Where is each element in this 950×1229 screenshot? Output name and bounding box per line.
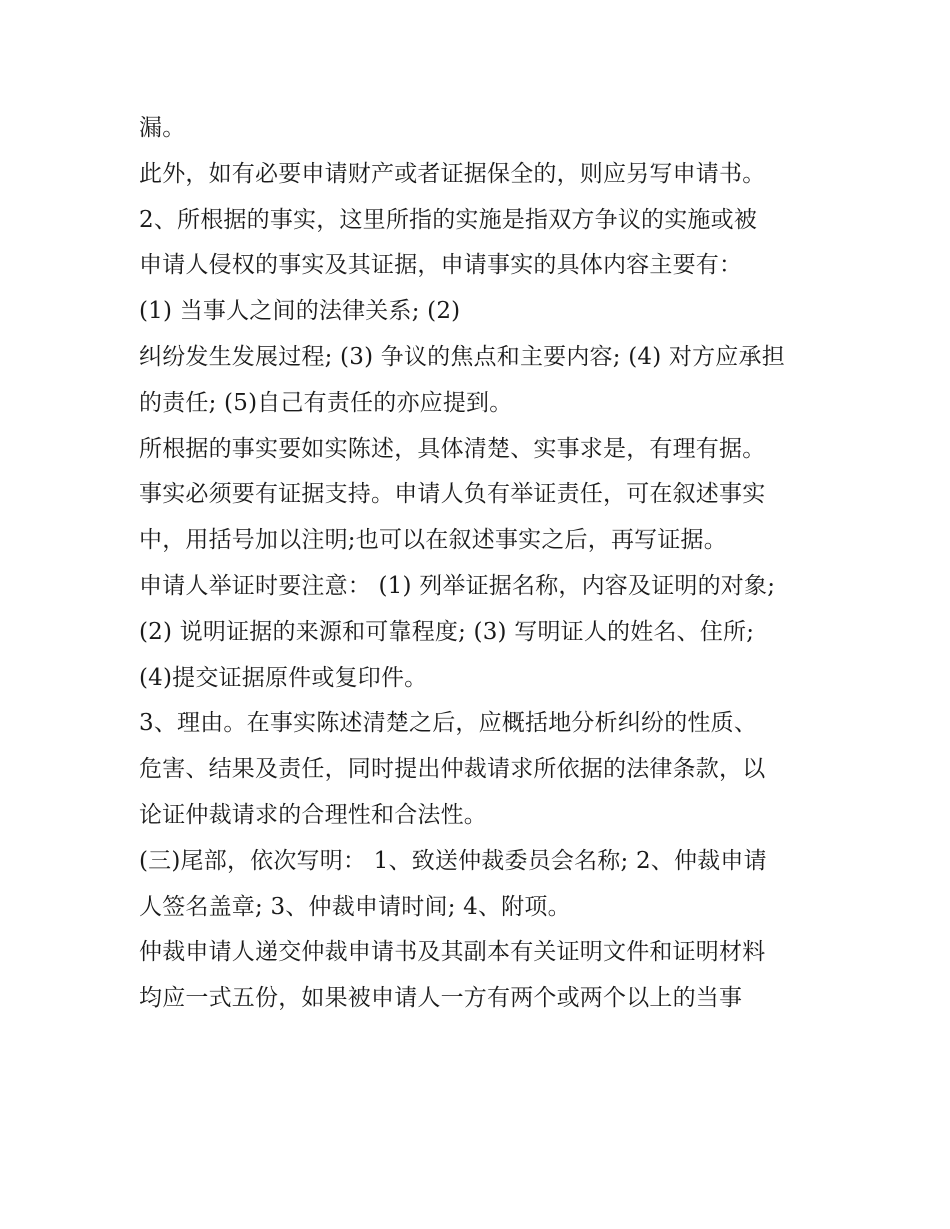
text-line: 危害、结果及责任，同时提出仲裁请求所依据的法律条款，以	[139, 756, 766, 783]
text-line: 人签名盖章; 3、仲裁申请时间; 4、附项。	[139, 893, 571, 920]
text-line: (4)提交证据原件或复印件。	[139, 664, 428, 691]
text-line: 论证仲裁请求的合理性和合法性。	[139, 801, 487, 828]
text-line: 2、所根据的事实，这里所指的实施是指双方争议的实施或被	[139, 206, 758, 233]
document-body	[139, 106, 829, 1022]
text-line: 所根据的事实要如实陈述，具体清楚、实事求是，有理有据。	[139, 435, 766, 462]
text-line: (三)尾部，依次写明： 1、致送仲裁委员会名称; 2、仲裁申请	[139, 847, 767, 874]
text-line: 的责任; (5)自己有责任的亦应提到。	[139, 389, 513, 416]
text-line: 纠纷发生发展过程; (3) 争议的焦点和主要内容; (4) 对方应承担	[139, 343, 785, 370]
text-line: 此外，如有必要申请财产或者证据保全的，则应另写申请书。	[139, 160, 766, 187]
text-line: (1) 当事人之间的法律关系; (2)	[139, 298, 461, 325]
text-line: 申请人侵权的事实及其证据，申请事实的具体内容主要有：	[139, 252, 743, 279]
text-line: (2) 说明证据的来源和可靠程度; (3) 写明证人的姓名、住所;	[139, 618, 755, 645]
text-line: 中，用括号加以注明;也可以在叙述事实之后，再写证据。	[139, 527, 727, 554]
text-line: 事实必须要有证据支持。申请人负有举证责任，可在叙述事实	[139, 481, 766, 508]
text-line: 漏。	[139, 115, 186, 141]
text-line: 均应一式五份，如果被申请人一方有两个或两个以上的当事	[139, 985, 743, 1012]
text-line: 3、理由。在事实陈述清楚之后，应概括地分析纠纷的性质、	[139, 710, 758, 737]
text-line: 仲裁申请人递交仲裁申请书及其副本有关证明文件和证明材料	[139, 939, 766, 966]
text-line: 申请人举证时要注意： (1) 列举证据名称，内容及证明的对象;	[139, 572, 776, 599]
